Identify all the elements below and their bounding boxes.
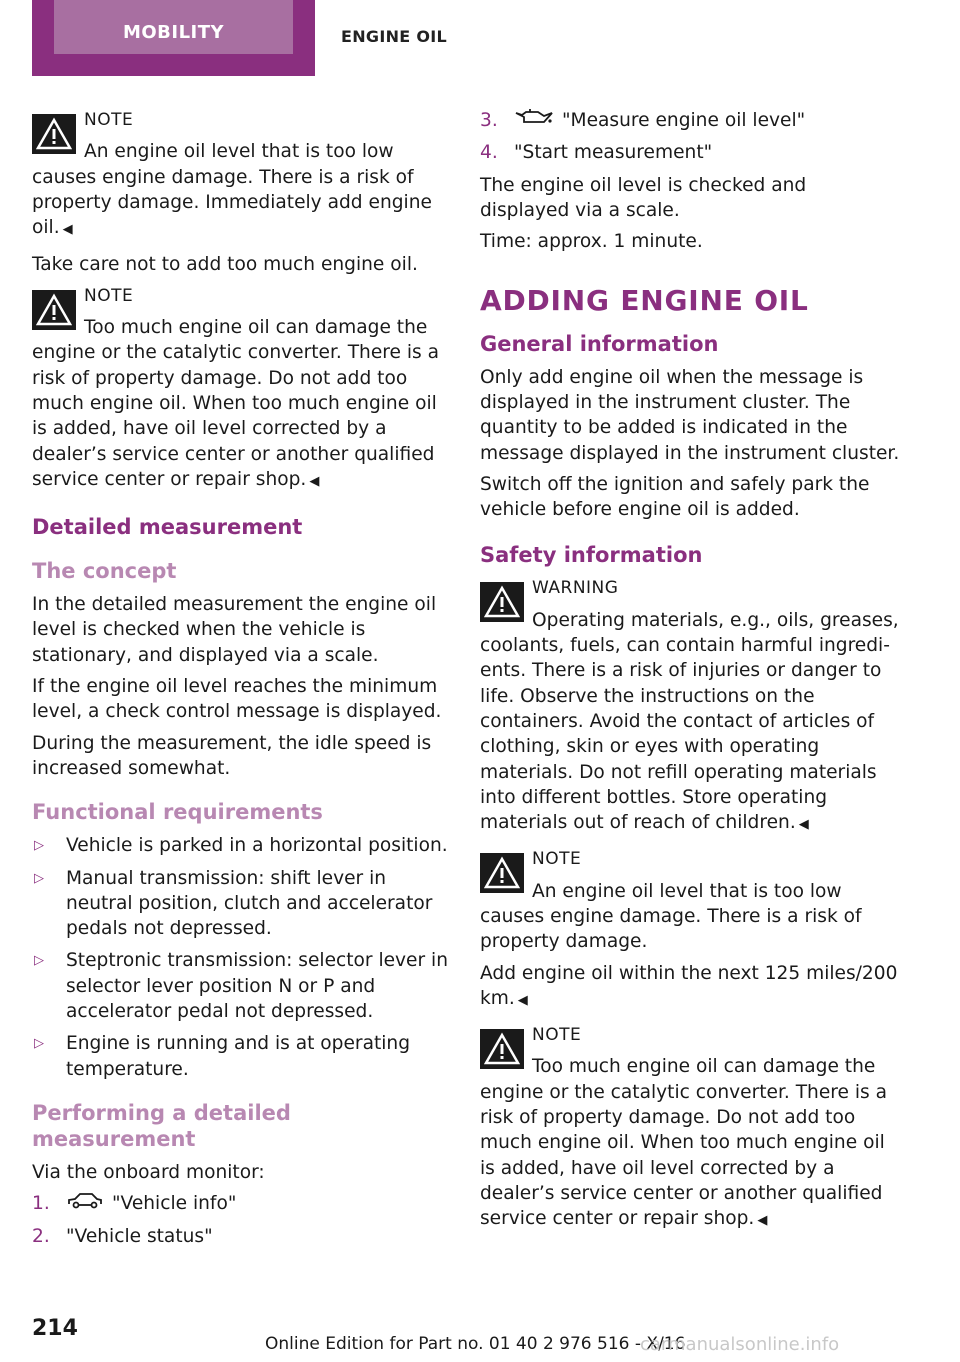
end-mark: ◀	[309, 473, 320, 489]
bullet-triangle-icon: ▷	[34, 953, 44, 969]
left-column	[32, 108, 452, 1256]
list-item	[32, 866, 452, 942]
list-item	[32, 833, 452, 858]
note-box	[480, 847, 900, 1013]
step-text: "Start measurement"	[514, 142, 713, 164]
step-text: "Vehicle info"	[112, 1193, 237, 1215]
end-mark: ◀	[62, 222, 73, 238]
list-item	[32, 948, 452, 1024]
subsection-heading: Functional requirements	[32, 800, 323, 825]
list-item	[480, 108, 900, 133]
header-tab	[32, 0, 315, 76]
header-tab-label: MOBILITY	[54, 0, 293, 54]
list-item-text: Vehicle is parked in a horizontal position.	[66, 835, 448, 857]
list-item	[32, 1224, 452, 1249]
note-body: An engine oil level that is too low causes engine damage. There is a risk of property damage. Immediately add engine oil.	[32, 141, 432, 239]
paragraph: Via the onboard monitor:	[32, 1161, 265, 1183]
bullet-triangle-icon: ▷	[34, 1036, 44, 1052]
note-box	[480, 1023, 900, 1233]
paragraph: Switch off the ignition and safely park the vehicle before engine oil is added.	[480, 473, 870, 521]
paragraph: Only add engine oil when the message is displayed in the instrument cluster. The quantity to be added is indicated in the message displayed in the instrument cluster.	[480, 366, 900, 464]
subsection-heading: Performing a detailed measurement	[32, 1100, 291, 1151]
step-number: 3.	[480, 110, 498, 131]
warning-triangle-icon	[480, 853, 524, 893]
section-heading: Safety information	[480, 543, 703, 568]
list-item-text: Engine is running and is at operating temperature.	[66, 1033, 411, 1080]
car-icon	[66, 1191, 104, 1216]
warning-triangle-icon	[32, 114, 76, 154]
warning-body: Operating materials, e.g., oils, greases, coolants, fuels, can contain harmful ingredients. There is a risk of injuries or danger to life. Observe the instructions on the containers. Avoid the contact of articles of clothing, skin or eyes with operating materials. Do not refill operating materials into different bottles. Store operating materials out of reach of children.	[480, 609, 899, 834]
paragraph: During the measurement, the idle speed is increased somewhat.	[32, 732, 432, 779]
note-title: NOTE	[532, 849, 582, 870]
step-number: 4.	[480, 142, 498, 164]
paragraph: The engine oil level is checked and displayed via a scale.	[480, 174, 807, 222]
steps-list	[480, 108, 900, 166]
step-text: "Vehicle status"	[66, 1225, 213, 1247]
end-mark: ◀	[798, 817, 809, 833]
list-item	[32, 1191, 452, 1216]
list-item	[32, 1031, 452, 1082]
right-column	[480, 108, 900, 1244]
warning-triangle-icon	[480, 1029, 524, 1069]
note-body: Too much engine oil can damage the engine or the catalytic converter. There is a risk of property damage. Do not add too much engine oil. When too much engine oil is added, have oil level corrected by a dealer’s service center or another qualified service center or repair shop.	[480, 1056, 888, 1230]
chapter-heading: ADDING ENGINE OIL	[480, 283, 809, 317]
warning-box	[480, 576, 900, 837]
section-heading: General information	[480, 331, 719, 356]
note-box	[32, 284, 452, 494]
paragraph: Take care not to add too much engine oil.	[32, 254, 418, 276]
end-mark: ◀	[757, 1213, 768, 1229]
note-body: Too much engine oil can damage the engine or the catalytic converter. There is a risk of property damage. Do not add too much engine oil. When too much engine oil is added, have oil level corrected by a dealer’s service center or another qualified service center or repair shop.	[32, 317, 440, 490]
edition-footer: Online Edition for Part no. 01 40 2 976 516 - X/16	[265, 1334, 686, 1354]
step-number: 1.	[32, 1193, 50, 1215]
end-mark: ◀	[517, 992, 528, 1008]
step-number: 2.	[32, 1225, 50, 1247]
page-number: 214	[32, 1316, 78, 1341]
step-text: "Measure engine oil level"	[562, 110, 806, 132]
bullet-triangle-icon: ▷	[34, 838, 44, 854]
warning-triangle-icon	[480, 582, 524, 622]
subsection-heading: The concept	[32, 559, 177, 584]
note-box	[32, 108, 452, 242]
note-title: NOTE	[84, 285, 134, 306]
watermark: carmanualsonline.info	[640, 1334, 840, 1355]
note-title: NOTE	[532, 1025, 582, 1046]
note-body: An engine oil level that is too low causes engine damage. There is a risk of property damage.	[480, 880, 862, 953]
paragraph: In the detailed measurement the engine oil level is checked when the vehicle is stationary, and displayed via a scale.	[32, 594, 437, 666]
paragraph: Time: approx. 1 minute.	[480, 231, 703, 253]
note-body-text: Add engine oil within the next 125 miles/200 km.	[480, 962, 898, 1009]
requirements-list	[32, 833, 452, 1082]
list-item-text: Steptronic transmission: selector lever in selector lever position N or P and accelerator pedal not depressed.	[66, 950, 449, 1023]
bullet-triangle-icon: ▷	[34, 870, 44, 886]
list-item-text: Manual transmission: shift lever in neutral position, clutch and accelerator pedals not depressed.	[66, 867, 433, 940]
oil-can-icon	[514, 108, 554, 133]
section-heading: Detailed measurement	[32, 515, 303, 540]
steps-list	[32, 1191, 452, 1249]
list-item	[480, 140, 900, 165]
note-body-continued	[480, 961, 900, 1014]
paragraph: If the engine oil level reaches the minimum level, a check control message is displayed.	[32, 676, 442, 723]
note-title: NOTE	[84, 110, 134, 130]
warning-title: WARNING	[532, 578, 619, 599]
warning-triangle-icon	[32, 290, 76, 330]
header-section-title: ENGINE OIL	[341, 27, 448, 46]
